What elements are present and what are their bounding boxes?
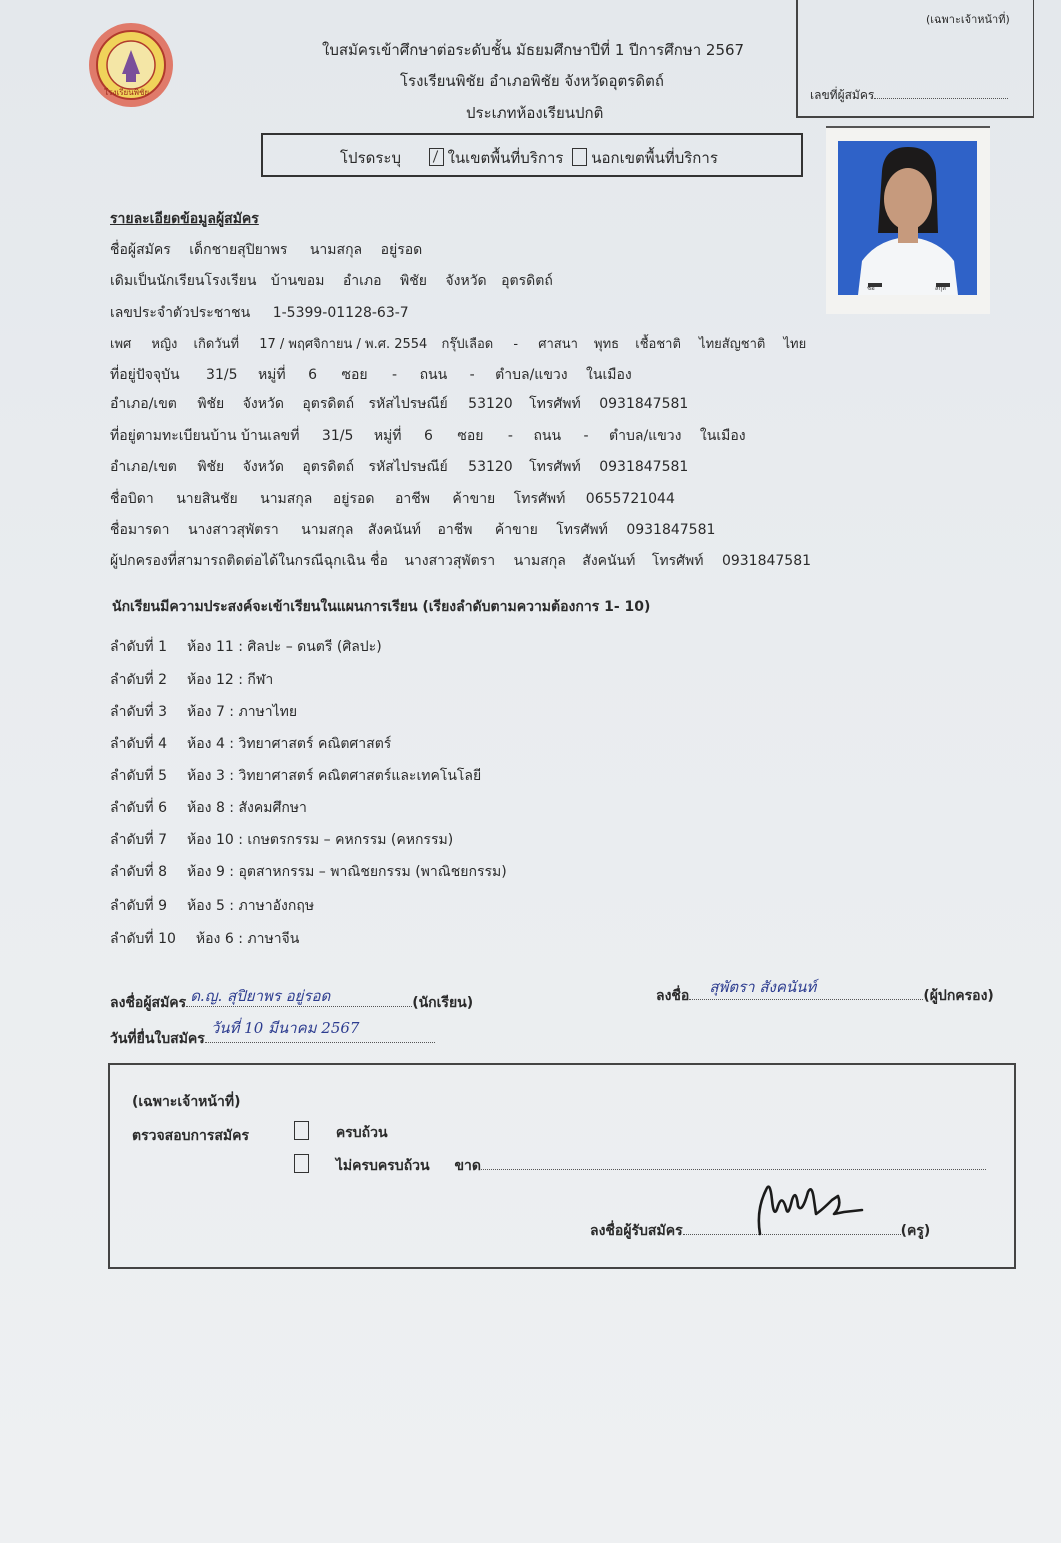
complete-row (290, 1121, 388, 1144)
service-area-prompt: โปรดระบุ (340, 149, 402, 167)
guardian-signature: สุพัตรา สังคนันท์ (709, 978, 817, 996)
guardian-label: ผู้ปกครองที่สามารถติดต่อได้ในกรณีฉุกเฉิน ชื่อ (110, 553, 388, 569)
staff-only-label: (เฉพาะเจ้าหน้าที่) (926, 13, 1010, 26)
study-plan-item (110, 797, 307, 819)
father-row (110, 488, 675, 510)
mother-surname-label: นามสกุล (301, 522, 354, 538)
current-soi-label: ซอย (341, 367, 368, 383)
study-plan-item (110, 636, 382, 658)
name-label: ชื่อผู้สมัคร (110, 242, 171, 258)
current-soi: - (392, 367, 398, 383)
nationality-label: สัญชาติ (721, 337, 766, 352)
registered-moo: 6 (423, 428, 433, 444)
application-date: วันที่ 10 มีนาคม 2567 (210, 1019, 360, 1037)
study-plan-rank: ลำดับที่ 1 (110, 639, 168, 655)
registered-tambon-label: ตำบล/แขวง (609, 428, 682, 444)
incomplete-checkbox[interactable] (294, 1154, 309, 1173)
father-phone: 0655721044 (585, 491, 675, 507)
study-plan-rank: ลำดับที่ 7 (110, 832, 168, 848)
guardian-phone: 0931847581 (721, 553, 812, 569)
registered-amphoe-label: อำเภอ/เขต (110, 459, 177, 475)
religion-value: พุทธ (594, 337, 620, 352)
current-postcode: 53120 (468, 396, 513, 412)
study-plan-item (110, 669, 273, 691)
study-plan-room: ห้อง 3 : วิทยาศาสตร์ คณิตศาสตร์และเทคโนโลยี (187, 768, 482, 784)
registered-postcode-label: รหัสไปรษณีย์ (368, 459, 448, 475)
mother-job-label: อาชีพ (437, 522, 473, 538)
mother-phone-label: โทรศัพท์ (556, 522, 608, 538)
citizen-id-label: เลขประจำตัวประชาชน (110, 305, 251, 321)
current-amphoe-label: อำเภอ/เขต (110, 396, 177, 412)
logo-text: โรงเรียนพิชัย (104, 88, 150, 97)
photo-caption-surname: สกุล (935, 285, 946, 292)
study-plan-rank: ลำดับที่ 10 (110, 931, 176, 947)
registered-amphoe: พิชัย (197, 459, 225, 475)
guardian-signature-line (689, 978, 923, 1000)
birth-label: เกิดวันที่ (193, 337, 240, 352)
blood-value: - (513, 337, 519, 352)
citizen-id: 1-5399-01128-63-7 (272, 305, 409, 321)
guardian-name: นางสาวสุพัตรา (404, 553, 496, 569)
registered-phone-label: โทรศัพท์ (529, 459, 581, 475)
classroom-type: ประเภทห้องเรียนปกติ (466, 104, 604, 122)
applicant-section-title: รายละเอียดข้อมูลผู้สมัคร (110, 211, 259, 227)
out-area-label: นอกเขตพื้นที่บริการ (591, 149, 718, 167)
father-job: ค้าขาย (452, 491, 496, 507)
school-district-label: อำเภอ (342, 273, 382, 289)
current-province-label: จังหวัด (242, 396, 284, 412)
study-plan-rank: ลำดับที่ 2 (110, 672, 168, 688)
registered-address-no: 31/5 (321, 428, 354, 444)
study-plan-rank: ลำดับที่ 4 (110, 736, 168, 752)
registered-address-row-1 (110, 425, 746, 447)
guardian-signature-label: ลงชื่อ (656, 988, 690, 1004)
study-plan-rank: ลำดับที่ 8 (110, 864, 168, 880)
complete-label: ครบถ้วน (335, 1125, 388, 1141)
guardian-surname-label: นามสกุล (513, 553, 566, 569)
birth-date: 17 / พฤศจิกายน / พ.ศ. 2554 (259, 337, 428, 352)
registered-moo-label: หมู่ที่ (373, 428, 402, 444)
incomplete-row (290, 1154, 986, 1177)
applicant-surname: อยู่รอด (380, 242, 423, 258)
applicant-photo (838, 141, 977, 295)
current-road-label: ถนน (419, 367, 448, 383)
missing-label: ขาด (454, 1158, 482, 1174)
study-plan-item (110, 895, 314, 917)
study-plan-rank: ลำดับที่ 5 (110, 768, 168, 784)
mother-surname: สังคนันท์ (367, 522, 422, 538)
complete-checkbox[interactable] (294, 1121, 309, 1140)
previous-school-row (110, 270, 553, 292)
registered-postcode: 53120 (468, 459, 513, 475)
study-plan-room: ห้อง 9 : อุตสาหกรรม – พาณิชยกรรม (พาณิชยกรรม) (187, 864, 507, 880)
receiver-signature-label: ลงชื่อผู้รับสมัคร (590, 1223, 683, 1239)
study-plan-rank: ลำดับที่ 6 (110, 800, 168, 816)
application-date-line (205, 1019, 435, 1043)
father-label: ชื่อบิดา (110, 491, 154, 507)
registered-address-label: ที่อยู่ตามทะเบียนบ้าน บ้านเลขที่ (110, 428, 300, 444)
applicant-signature-line (186, 987, 412, 1007)
applicant-number-label: เลขที่ผู้สมัคร (810, 86, 1008, 105)
religion-label: ศาสนา (538, 337, 578, 352)
race-value: ไทย (699, 337, 722, 352)
out-area-checkbox[interactable] (572, 148, 587, 166)
father-surname-label: นามสกุล (260, 491, 313, 507)
form-title: ใบสมัครเข้าศึกษาต่อระดับชั้น มัธยมศึกษาปีที่ 1 ปีการศึกษา 2567 (322, 41, 745, 59)
guardian-signature-row (656, 978, 994, 1007)
in-area-checkbox[interactable] (429, 148, 444, 166)
father-surname: อยู่รอด (332, 491, 375, 507)
study-plan-room: ห้อง 10 : เกษตรกรรม – คหกรรม (คหกรรม) (187, 832, 454, 848)
guardian-surname: สังคนันท์ (582, 553, 636, 569)
registered-tambon: ในเมือง (699, 428, 746, 444)
registered-province: อุตรดิตถ์ (302, 459, 355, 475)
study-plan-room: ห้อง 6 : ภาษาจีน (195, 931, 300, 947)
blood-label: กรุ๊ปเลือด (441, 337, 494, 352)
missing-line (481, 1169, 986, 1170)
study-plan-room: ห้อง 5 : ภาษาอังกฤษ (187, 898, 315, 914)
applicant-signature-suffix: (นักเรียน) (412, 995, 474, 1011)
school-name: โรงเรียนพิชัย อำเภอพิชัย จังหวัดอุตรดิตถ์ (400, 72, 664, 90)
applicant-name: เด็กชายสุปิยาพร (189, 242, 288, 258)
current-address-no: 31/5 (206, 367, 238, 383)
guardian-row (110, 550, 811, 572)
study-plan-room: ห้อง 12 : กีฬา (187, 672, 274, 688)
current-tambon: ในเมือง (586, 367, 632, 383)
service-area-row (340, 146, 718, 170)
office-title: (เฉพาะเจ้าหน้าที่) (132, 1094, 241, 1110)
study-plan-rank: ลำดับที่ 9 (110, 898, 168, 914)
current-moo-label: หมู่ที่ (257, 367, 286, 383)
guardian-phone-label: โทรศัพท์ (651, 553, 704, 569)
application-date-row (110, 1019, 435, 1050)
current-address-row-1 (110, 364, 632, 386)
study-plan-item (110, 829, 453, 851)
study-plan-room: ห้อง 4 : วิทยาศาสตร์ คณิตศาสตร์ (187, 736, 392, 752)
sex-label: เพศ (110, 337, 132, 352)
study-plan-item (110, 765, 481, 787)
current-address-row-2 (110, 393, 688, 415)
photo-caption-name: ชื่อ (867, 285, 875, 292)
current-phone-label: โทรศัพท์ (529, 396, 581, 412)
mother-row (110, 519, 715, 541)
study-plan-rank: ลำดับที่ 3 (110, 704, 168, 720)
citizen-id-row (110, 302, 409, 324)
study-plan-item (110, 861, 507, 883)
study-plan-item (110, 701, 297, 723)
registered-road: - (583, 428, 589, 444)
nationality-value: ไทย (783, 337, 807, 352)
school-district: พิชัย (400, 273, 427, 289)
current-postcode-label: รหัสไปรษณีย์ (368, 396, 448, 412)
applicant-signature-row (110, 987, 474, 1014)
school-province: อุตรดิตถ์ (501, 273, 553, 289)
registered-soi-label: ซอย (457, 428, 484, 444)
sex-value: หญิง (151, 337, 178, 352)
school-province-label: จังหวัด (445, 273, 487, 289)
applicant-signature-label: ลงชื่อผู้สมัคร (110, 995, 187, 1011)
father-name: นายสินชัย (176, 491, 238, 507)
current-amphoe: พิชัย (197, 396, 225, 412)
check-label: ตรวจสอบการสมัคร (132, 1128, 250, 1144)
current-tambon-label: ตำบล/แขวง (495, 367, 568, 383)
current-phone: 0931847581 (599, 396, 689, 412)
school-label: เดิมเป็นนักเรียนโรงเรียน (110, 273, 257, 289)
mother-job: ค้าขาย (494, 522, 538, 538)
application-date-label: วันที่ยื่นใบสมัคร (110, 1031, 205, 1047)
study-plan-room: ห้อง 11 : ศิลปะ – ดนตรี (ศิลปะ) (187, 639, 382, 655)
registered-phone: 0931847581 (599, 459, 689, 475)
incomplete-label: ไม่ครบครบถ้วน (335, 1158, 430, 1174)
receiver-signature (752, 1170, 872, 1240)
applicant-name-row (110, 239, 422, 261)
study-plan-room: ห้อง 8 : สังคมศึกษา (187, 800, 307, 816)
surname-label: นามสกุล (309, 242, 363, 258)
applicant-signature: ด.ญ. สุปิยาพร อยู่รอด (190, 987, 331, 1005)
study-plan-section-title: นักเรียนมีความประสงค์จะเข้าเรียนในแผนการเรียน (เรียงลำดับตามความต้องการ 1- 10) (112, 599, 651, 615)
current-moo: 6 (308, 367, 318, 383)
in-area-label: ในเขตพื้นที่บริการ (447, 149, 564, 167)
guardian-signature-suffix: (ผู้ปกครอง) (923, 988, 994, 1004)
current-road: - (469, 367, 475, 383)
race-label: เชื้อชาติ (635, 337, 681, 352)
receiver-signature-suffix: (ครู) (900, 1223, 931, 1239)
current-address-label: ที่อยู่ปัจจุบัน (110, 367, 180, 383)
registered-province-label: จังหวัด (242, 459, 284, 475)
personal-info-row (110, 333, 806, 354)
mother-phone: 0931847581 (626, 522, 716, 538)
study-plan-item (110, 733, 391, 755)
registered-soi: - (507, 428, 513, 444)
previous-school: บ้านขอม (270, 273, 325, 289)
father-phone-label: โทรศัพท์ (513, 491, 566, 507)
current-province: อุตรดิตถ์ (302, 396, 355, 412)
study-plan-item (110, 928, 299, 950)
father-job-label: อาชีพ (394, 491, 430, 507)
registered-address-row-2 (110, 456, 688, 478)
study-plan-room: ห้อง 7 : ภาษาไทย (187, 704, 298, 720)
mother-name: นางสาวสุพัตรา (187, 522, 279, 538)
mother-label: ชื่อมารดา (110, 522, 170, 538)
registered-road-label: ถนน (533, 428, 562, 444)
